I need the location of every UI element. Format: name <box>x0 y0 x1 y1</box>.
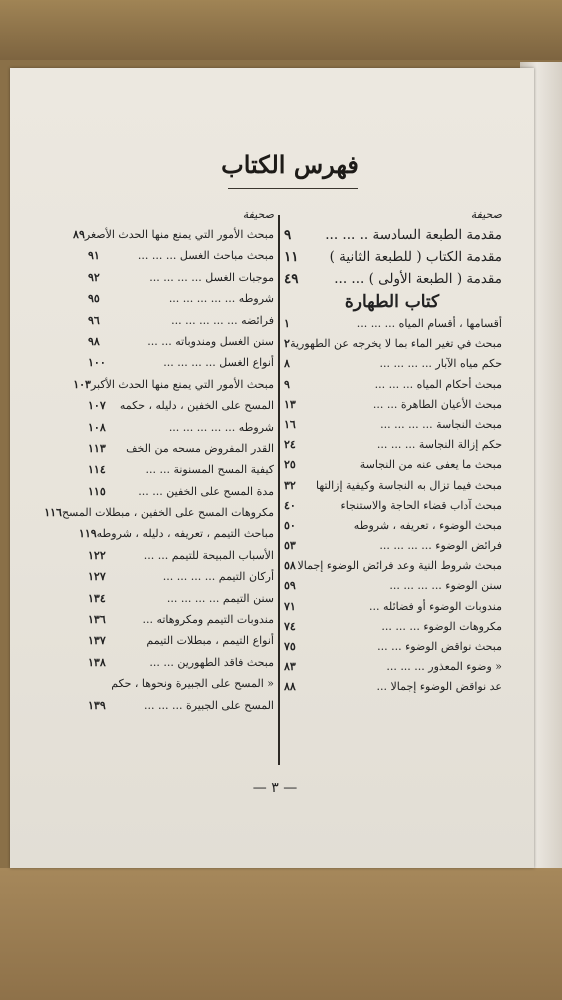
background-bottom <box>0 868 562 1000</box>
toc-entry-title: مبحث الأعيان الطاهرة ... ... <box>372 397 502 411</box>
toc-entry-page: ٩ <box>284 227 292 243</box>
toc-entry-title: مبحث الأمور التي يمنع منها الحدث الأصغر <box>84 228 274 241</box>
toc-entry-title: مقدمة الطبعة السادسة .. ... ... <box>325 227 502 243</box>
toc-entry <box>282 314 502 334</box>
toc-entry <box>282 435 502 455</box>
toc-entry <box>282 224 502 246</box>
toc-entry-title: أنواع الغسل ... ... ... ... <box>163 356 274 370</box>
toc-entry <box>86 630 274 651</box>
toc-entry-page: ٧٤ <box>284 619 296 633</box>
toc-entry <box>86 545 274 566</box>
toc-entry-page: ٩٥ <box>88 292 100 306</box>
toc-entry-title: مباحث التيمم ، تعريفه ، دليله ، شروطه <box>96 527 274 541</box>
toc-entry <box>282 556 502 576</box>
toc-entry-page: ١٠٠ <box>88 356 106 370</box>
toc-entry-title: مبحث النجاسة ... ... ... ... <box>380 417 502 431</box>
toc-entry-title: حكم مياه الآبار ... ... ... ... <box>379 357 502 371</box>
toc-entry-title: مبحث مباحث الغسل ... ... ... <box>137 249 274 263</box>
toc-entry-page: ٢٤ <box>284 438 296 452</box>
toc-entry-title: شروطه ... ... ... ... ... <box>168 420 274 434</box>
toc-entry-title: مبحث ما يعفى عنه من النجاسة <box>359 458 502 472</box>
toc-entry-page: ١٣٦ <box>88 613 106 627</box>
toc-entry-page: ١١٦ <box>44 506 62 520</box>
toc-entry <box>78 523 274 544</box>
toc-entry-title: القدر المفروض مسحه من الخف <box>126 441 274 455</box>
toc-entry-title: مدة المسح على الخفين ... ... <box>138 484 274 498</box>
toc-entry-title: كيفية المسح المسنونة ... ... <box>145 463 274 477</box>
toc-entry-title: المسح على الخفين ، دليله ، حكمه <box>119 399 274 413</box>
toc-entry-page: ٤٠ <box>284 498 296 512</box>
toc-entry-title: موجبات الغسل ... ... ... ... <box>149 270 274 284</box>
toc-entry-page: ٢٥ <box>284 458 296 472</box>
toc-entry-page: ١٠٨ <box>88 420 106 434</box>
toc-entry-page: ١١٤ <box>88 463 106 477</box>
toc-entry-title: مبحث أحكام المياه ... ... ... <box>374 377 502 391</box>
toc-entry-page: ٢ <box>284 337 290 351</box>
toc-entry-title: أقسامها ، أقسام المياه ... ... ... <box>356 317 502 330</box>
toc-entry <box>282 476 502 496</box>
toc-entry-page: ٨٣ <box>284 660 296 674</box>
toc-entry-page: ١٠٣ <box>73 377 91 391</box>
toc-entry-title: شروطه ... ... ... ... ... <box>168 292 274 306</box>
toc-entry-page: ١٠٧ <box>88 399 106 413</box>
toc-entry-title: عد نواقض الوضوء إجمالا ... <box>376 680 502 694</box>
toc-entry <box>282 334 502 354</box>
toc-entry-page: ٨٨ <box>284 680 296 694</box>
toc-entry-title: فرائضه ... ... ... ... ... <box>171 313 274 327</box>
title-underline <box>228 188 358 189</box>
column-divider <box>278 215 280 765</box>
toc-entry <box>86 438 274 459</box>
toc-entry <box>86 695 274 716</box>
toc-entry-title: مكروهات المسح على الخفين ، مبطلات المسح <box>61 506 274 520</box>
toc-entry-page: ١٦ <box>284 417 296 431</box>
toc-entry <box>86 609 274 630</box>
toc-entry-page: ١١ <box>284 249 299 265</box>
toc-entry-title: مبحث فاقد الطهورين ... ... <box>149 655 274 669</box>
toc-entry-page: ١٣ <box>284 397 296 411</box>
toc-entry-title: مقدمة ( الطبعة الأولى ) ... ... <box>334 271 502 287</box>
toc-entry-title: مبحث فيما تزال به النجاسة وكيفية إزالتها <box>316 478 502 492</box>
toc-entry <box>86 566 274 587</box>
toc-entry-page: ٧١ <box>284 599 296 613</box>
toc-entry <box>86 267 274 288</box>
toc-entry-page: ١٣٩ <box>88 698 106 712</box>
toc-entry <box>282 455 502 475</box>
toc-entry <box>86 245 274 266</box>
toc-entry-title: سنن الوضوء ... ... ... ... <box>389 579 502 593</box>
toc-entry-title: مبحث نواقض الوضوء ... ... <box>377 640 502 653</box>
page-number: — ٣ — <box>252 780 298 796</box>
toc-entry-page: ٥٣ <box>284 539 296 553</box>
toc-entry-title: مبحث الأمور التي يمنع منها الحدث الأكبر <box>90 377 274 391</box>
toc-entry <box>86 417 274 438</box>
toc-entry-page: ١٣٨ <box>88 655 106 669</box>
toc-entry <box>86 673 274 694</box>
toc-entry-title: مبحث شروط النية وعد فرائض الوضوء إجمالا <box>297 559 502 573</box>
toc-entry-title: مندوبات التيمم ومكروهاته ... <box>142 613 274 627</box>
toc-entry <box>282 536 502 556</box>
toc-entry-page: ٩١ <box>88 249 100 263</box>
toc-entry-title: أنواع التيمم ، مبطلات التيمم <box>146 634 274 648</box>
toc-entry-page: ٨ <box>284 357 290 371</box>
toc-entry <box>282 657 502 677</box>
toc-entry-title: المسح على الجبيرة ... ... ... <box>144 698 274 712</box>
toc-entry <box>282 617 502 637</box>
toc-entry-page: ١٣٤ <box>88 591 106 605</box>
toc-entry-page: ١٣٧ <box>88 634 106 648</box>
toc-entry <box>86 459 274 480</box>
toc-entry-title: مبحث آداب قضاء الحاجة والاستنجاء <box>340 498 502 512</box>
toc-entry-page: ٣٢ <box>284 478 296 492</box>
section-heading: كتاب الطهارة <box>344 292 440 312</box>
toc-left-column <box>44 206 274 716</box>
taharah-entries <box>282 314 502 698</box>
toc-entry-title: مبحث في تغير الماء بما لا يخرجه عن الطهورية <box>290 337 502 351</box>
toc-entry-title: مكروهات الوضوء ... ... ... <box>381 619 502 633</box>
toc-entry-page: ٥٩ <box>284 579 296 593</box>
toc-entry-page: ٩٦ <box>88 313 100 327</box>
toc-entry <box>282 415 502 435</box>
toc-entry <box>282 516 502 536</box>
intro-entries <box>282 224 502 290</box>
toc-entry <box>86 395 274 416</box>
toc-entry <box>282 597 502 617</box>
toc-entry-page: ١٢٧ <box>88 570 106 584</box>
toc-entry-page: ٨٩ <box>73 228 85 241</box>
toc-entry <box>86 288 274 309</box>
toc-entry <box>282 677 502 697</box>
toc-entry-page: ١٢٢ <box>88 548 106 562</box>
toc-entry <box>282 395 502 415</box>
toc-entry-title: مقدمة الكتاب ( للطبعة الثانية ) <box>329 249 502 265</box>
toc-entry-page: ٥٨ <box>284 559 296 573</box>
toc-entry-page: ٥٠ <box>284 518 296 532</box>
toc-entry <box>86 331 274 352</box>
toc-entry-page: ١١٩ <box>78 527 97 541</box>
toc-entry-title: مندوبات الوضوء أو فضائله ... <box>369 599 502 613</box>
toc-entry-title: الأسباب المبيحة للتيمم ... ... <box>143 548 274 562</box>
toc-right-column <box>282 206 502 698</box>
toc-entry-page: ١١٥ <box>88 484 106 498</box>
toc-entry-page: ٧٥ <box>284 640 296 653</box>
toc-entry-page: ٩ <box>284 377 290 391</box>
toc-entry-title: سنن الغسل ومندوباته ... ... <box>147 334 274 348</box>
toc-entry <box>86 652 274 673</box>
toc-entry-title: فرائض الوضوء ... ... ... ... <box>379 539 502 553</box>
toc-entry-page: ٩٨ <box>88 334 100 348</box>
toc-entry <box>282 637 502 657</box>
toc-entry <box>282 354 502 374</box>
toc-entry-page: ١ <box>284 317 290 330</box>
page-column-header: صحيفة <box>470 208 502 221</box>
toc-entry-title: « وضوء المعذور ... ... ... <box>386 660 502 674</box>
background-top <box>0 0 562 60</box>
toc-entry <box>282 496 502 516</box>
toc-entry <box>86 481 274 502</box>
toc-entry <box>73 224 274 245</box>
toc-entry-page: ١١٣ <box>88 441 106 455</box>
toc-entry-page: ٩٢ <box>88 270 100 284</box>
toc-entry <box>282 246 502 268</box>
toc-entry-title: « المسح على الجبيرة ونحوها ، حكم <box>111 677 274 691</box>
toc-entry <box>282 375 502 395</box>
toc-entry <box>282 268 502 290</box>
page-column-header: صحيفة <box>242 208 274 221</box>
toc-entry-page: ٤٩ <box>284 271 299 287</box>
toc-entry <box>86 588 274 609</box>
toc-entry <box>282 576 502 596</box>
toc-entry <box>73 374 274 395</box>
toc-entry <box>44 502 274 523</box>
toc-entry-title: حكم إزالة النجاسة ... ... ... <box>376 438 502 452</box>
toc-entry-title: مبحث الوضوء ، تعريفه ، شروطه <box>353 518 502 532</box>
page-title: فهرس الكتاب <box>221 150 359 179</box>
toc-entry-title: أركان التيمم ... ... ... ... <box>162 570 274 584</box>
ghusl-tayammum-entries <box>44 224 274 716</box>
toc-entry <box>86 352 274 373</box>
toc-entry-title: سنن التيمم ... ... ... ... <box>166 591 274 605</box>
toc-entry <box>86 310 274 331</box>
